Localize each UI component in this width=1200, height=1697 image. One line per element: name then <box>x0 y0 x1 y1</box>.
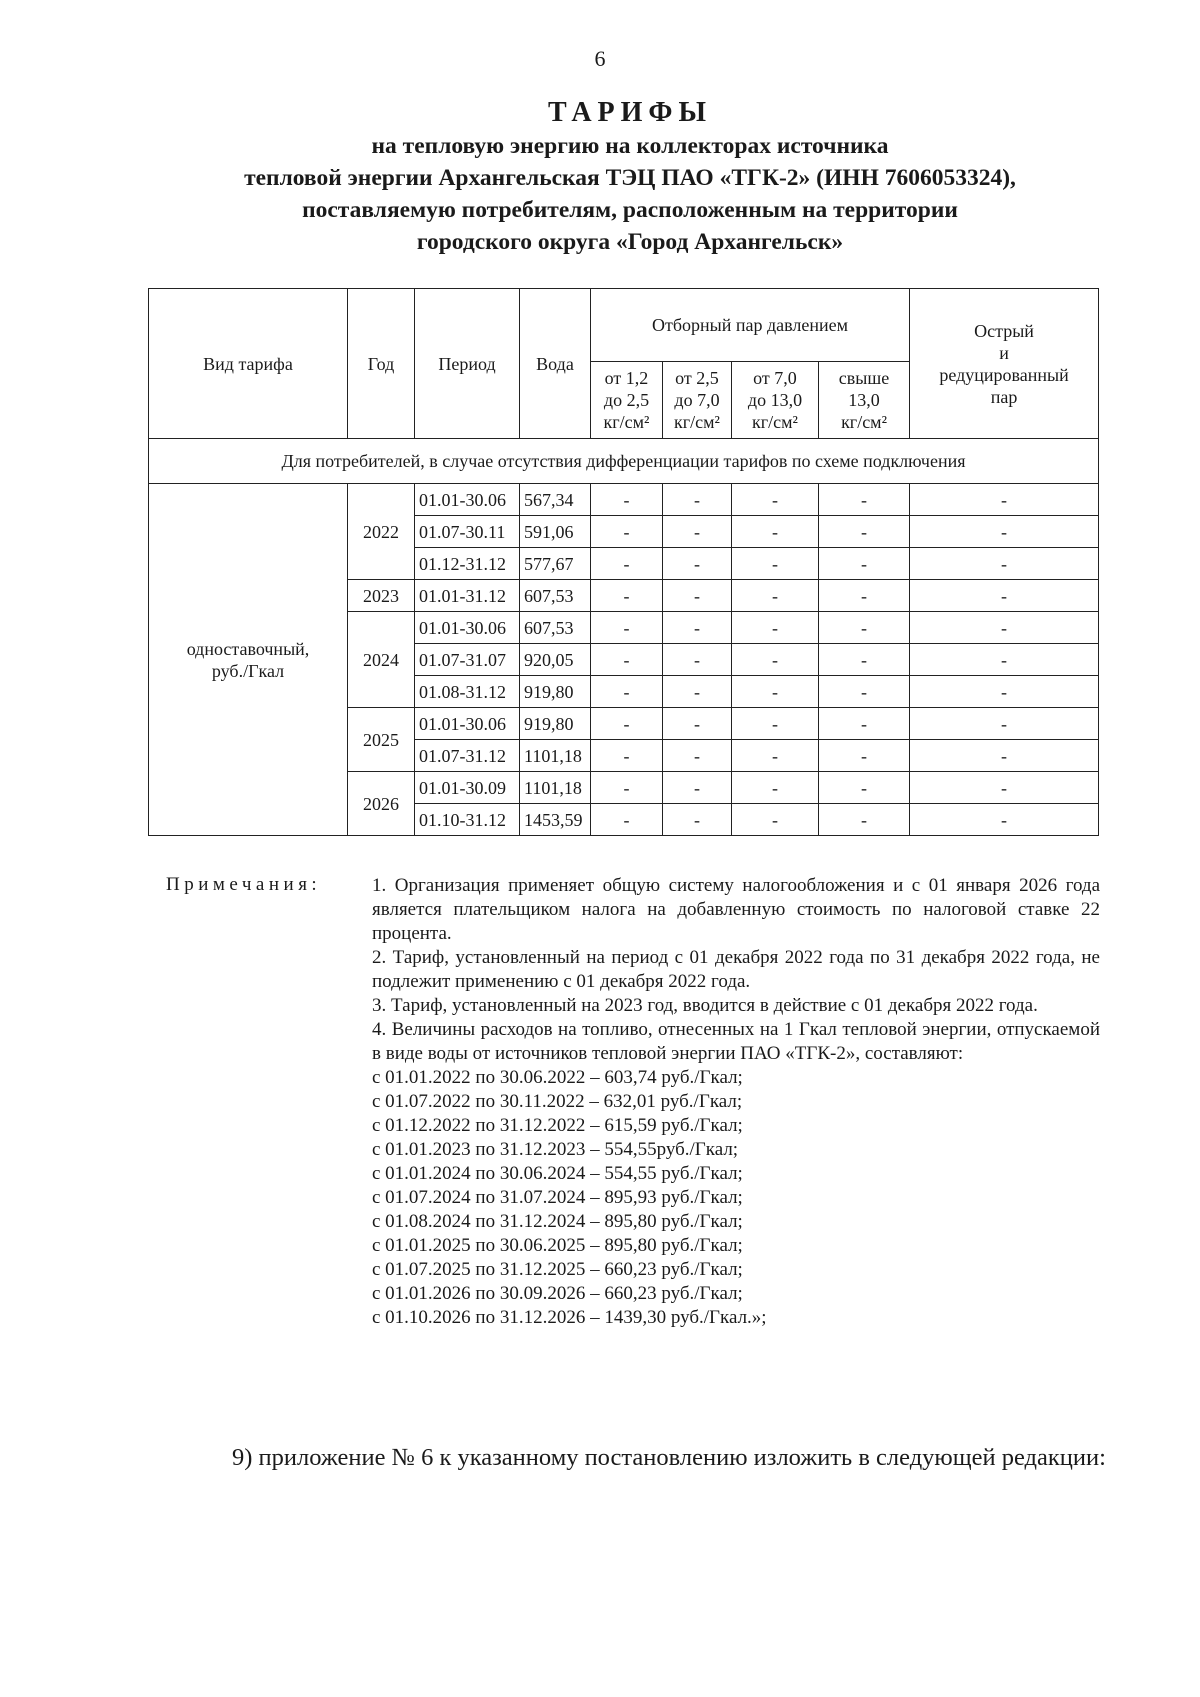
steam-value-cell: - <box>819 772 910 804</box>
period-cell: 01.01-30.06 <box>415 612 520 644</box>
steam-value-cell: - <box>819 580 910 612</box>
steam-value-cell: - <box>663 804 732 836</box>
water-value-cell: 1101,18 <box>520 740 591 772</box>
steam-value-cell: - <box>732 740 819 772</box>
header-sharp-line: Острый <box>974 320 1034 341</box>
water-value-cell: 577,67 <box>520 548 591 580</box>
steam-value-cell: - <box>591 644 663 676</box>
steam-value-cell: - <box>819 484 910 516</box>
sharp-value-cell: - <box>910 612 1099 644</box>
steam-value-cell: - <box>732 612 819 644</box>
fuel-cost-line: с 01.10.2026 по 31.12.2026 – 1439,30 руб./Гкал.»; <box>372 1307 767 1328</box>
period-cell: 01.07-31.07 <box>415 644 520 676</box>
sharp-value-cell: - <box>910 484 1099 516</box>
header-sharp-steam <box>910 289 1099 439</box>
water-value-cell: 919,80 <box>520 676 591 708</box>
period-cell: 01.10-31.12 <box>415 804 520 836</box>
fuel-cost-line: с 01.01.2023 по 31.12.2023 – 554,55руб./Гкал; <box>372 1139 739 1160</box>
water-value-cell: 591,06 <box>520 516 591 548</box>
header-line: до 13,0 <box>747 390 803 410</box>
steam-value-cell: - <box>732 772 819 804</box>
steam-value-cell: - <box>819 548 910 580</box>
steam-value-cell: - <box>732 516 819 548</box>
steam-value-cell: - <box>732 676 819 708</box>
steam-value-cell: - <box>663 580 732 612</box>
header-steam-2 <box>663 362 732 439</box>
header-sharp-line: пар <box>990 386 1018 407</box>
water-value-cell: 607,53 <box>520 580 591 612</box>
steam-value-cell: - <box>819 516 910 548</box>
header-tariff-type: Вид тарифа <box>149 289 348 439</box>
fuel-cost-line: с 01.07.2025 по 31.12.2025 – 660,23 руб./Гкал; <box>372 1259 743 1280</box>
year-cell: 2026 <box>348 772 415 836</box>
period-cell: 01.07-31.12 <box>415 740 520 772</box>
header-sharp-line: и <box>999 342 1009 363</box>
steam-value-cell: - <box>732 804 819 836</box>
sharp-value-cell: - <box>910 676 1099 708</box>
steam-value-cell: - <box>591 484 663 516</box>
steam-value-cell: - <box>663 516 732 548</box>
header-steam-1 <box>591 362 663 439</box>
header-line: 13,0 <box>848 390 880 410</box>
sharp-value-cell: - <box>910 772 1099 804</box>
steam-value-cell: - <box>663 708 732 740</box>
steam-value-cell: - <box>591 612 663 644</box>
note-item: 1. Организация применяет общую систему налогообложения и с 01 января 2026 года является плательщиком налога на добавленную стоимость по налоговой ставке 22 процента. <box>372 875 1100 944</box>
tariff-name-cell <box>149 484 348 836</box>
title-main: ТАРИФЫ <box>548 97 712 128</box>
header-sharp-line: редуцированный <box>939 364 1069 385</box>
steam-value-cell: - <box>591 676 663 708</box>
header-line: от 7,0 <box>753 368 797 388</box>
sharp-value-cell: - <box>910 548 1099 580</box>
water-value-cell: 607,53 <box>520 612 591 644</box>
steam-value-cell: - <box>663 644 732 676</box>
header-steam-group: Отборный пар давлением <box>591 289 910 362</box>
steam-value-cell: - <box>663 548 732 580</box>
fuel-cost-line: с 01.07.2022 по 30.11.2022 – 632,01 руб./Гкал; <box>372 1091 743 1112</box>
steam-value-cell: - <box>819 804 910 836</box>
table-row <box>149 484 1099 516</box>
steam-value-cell: - <box>591 708 663 740</box>
steam-value-cell: - <box>819 740 910 772</box>
steam-value-cell: - <box>663 612 732 644</box>
sharp-value-cell: - <box>910 644 1099 676</box>
title-line: городского округа «Город Архангельск» <box>416 229 844 255</box>
header-period: Период <box>415 289 520 439</box>
steam-value-cell: - <box>591 772 663 804</box>
water-value-cell: 1453,59 <box>520 804 591 836</box>
note-item: 3. Тариф, установленный на 2023 год, вводится в действие с 01 декабря 2022 года. <box>372 995 1038 1016</box>
period-cell: 01.08-31.12 <box>415 676 520 708</box>
header-steam-4 <box>819 362 910 439</box>
steam-value-cell: - <box>732 548 819 580</box>
header-line: кг/см² <box>674 412 720 432</box>
period-cell: 01.07-30.11 <box>415 516 520 548</box>
steam-value-cell: - <box>591 580 663 612</box>
steam-value-cell: - <box>663 740 732 772</box>
note-item: 2. Тариф, установленный на период с 01 декабря 2022 года по 31 декабря 2022 года, не подлежит применению с 01 декабря 2022 года. <box>372 947 1100 992</box>
sharp-value-cell: - <box>910 804 1099 836</box>
steam-value-cell: - <box>819 644 910 676</box>
water-value-cell: 567,34 <box>520 484 591 516</box>
steam-value-cell: - <box>591 740 663 772</box>
consumer-category-row: Для потребителей, в случае отсутствия дифференциации тарифов по схеме подключения <box>149 439 1099 484</box>
steam-value-cell: - <box>732 580 819 612</box>
header-line: до 2,5 <box>603 390 650 410</box>
header-line: до 7,0 <box>674 390 720 410</box>
sharp-value-cell: - <box>910 580 1099 612</box>
header-steam-3 <box>732 362 819 439</box>
sharp-value-cell: - <box>910 740 1099 772</box>
steam-value-cell: - <box>663 772 732 804</box>
tariff-name-line: руб./Гкал <box>211 660 285 681</box>
steam-value-cell: - <box>732 644 819 676</box>
steam-value-cell: - <box>663 676 732 708</box>
year-cell: 2025 <box>348 708 415 772</box>
year-cell: 2023 <box>348 580 415 612</box>
period-cell: 01.12-31.12 <box>415 548 520 580</box>
header-line: кг/см² <box>752 412 798 432</box>
header-line: кг/см² <box>841 412 887 432</box>
period-cell: 01.01-30.06 <box>415 484 520 516</box>
steam-value-cell: - <box>591 516 663 548</box>
notes-body <box>372 874 1100 1330</box>
fuel-cost-line: с 01.01.2024 по 30.06.2024 – 554,55 руб./Гкал; <box>372 1163 743 1184</box>
tariff-name-line: одноставочный, <box>186 638 310 659</box>
closing-paragraph: 9) приложение № 6 к указанному постановлению изложить в следующей редакции: <box>232 1444 1106 1471</box>
steam-value-cell: - <box>591 548 663 580</box>
water-value-cell: 920,05 <box>520 644 591 676</box>
title-line: тепловой энергии Архангельская ТЭЦ ПАО «ТГК-2» (ИНН 7606053324), <box>244 165 1016 191</box>
notes-label: Примечания: <box>166 874 322 895</box>
note-item: 4. Величины расходов на топливо, отнесенных на 1 Гкал тепловой энергии, отпускаемой в виде воды от источников тепловой энергии ПАО «ТГК-2», составляют: <box>372 1019 1100 1064</box>
title-line: на тепловую энергию на коллекторах источника <box>371 133 889 159</box>
fuel-cost-line: с 01.01.2025 по 30.06.2025 – 895,80 руб./Гкал; <box>372 1235 743 1256</box>
period-cell: 01.01-30.09 <box>415 772 520 804</box>
fuel-cost-line: с 01.01.2022 по 30.06.2022 – 603,74 руб./Гкал; <box>372 1067 743 1088</box>
water-value-cell: 919,80 <box>520 708 591 740</box>
header-line: от 2,5 <box>675 368 719 388</box>
fuel-cost-line: с 01.08.2024 по 31.12.2024 – 895,80 руб./Гкал; <box>372 1211 743 1232</box>
steam-value-cell: - <box>819 612 910 644</box>
header-water: Вода <box>520 289 591 439</box>
header-line: от 1,2 <box>604 368 649 388</box>
sharp-value-cell: - <box>910 708 1099 740</box>
steam-value-cell: - <box>819 708 910 740</box>
steam-value-cell: - <box>663 484 732 516</box>
header-line: кг/см² <box>603 412 650 432</box>
fuel-cost-line: с 01.12.2022 по 31.12.2022 – 615,59 руб./Гкал; <box>372 1115 743 1136</box>
steam-value-cell: - <box>732 708 819 740</box>
steam-value-cell: - <box>732 484 819 516</box>
water-value-cell: 1101,18 <box>520 772 591 804</box>
steam-value-cell: - <box>819 676 910 708</box>
title-line: поставляемую потребителям, расположенным на территории <box>302 197 958 223</box>
tariffs-table <box>148 288 1099 836</box>
fuel-cost-line: с 01.07.2024 по 31.07.2024 – 895,93 руб./Гкал; <box>372 1187 743 1208</box>
fuel-cost-line: с 01.01.2026 по 30.09.2026 – 660,23 руб./Гкал; <box>372 1283 743 1304</box>
header-line: свыше <box>838 368 890 388</box>
steam-value-cell: - <box>591 804 663 836</box>
period-cell: 01.01-30.06 <box>415 708 520 740</box>
year-cell: 2024 <box>348 612 415 708</box>
year-cell: 2022 <box>348 484 415 580</box>
document-title <box>150 96 1110 258</box>
sharp-value-cell: - <box>910 516 1099 548</box>
period-cell: 01.01-31.12 <box>415 580 520 612</box>
header-year: Год <box>348 289 415 439</box>
page-number: 6 <box>594 46 606 71</box>
